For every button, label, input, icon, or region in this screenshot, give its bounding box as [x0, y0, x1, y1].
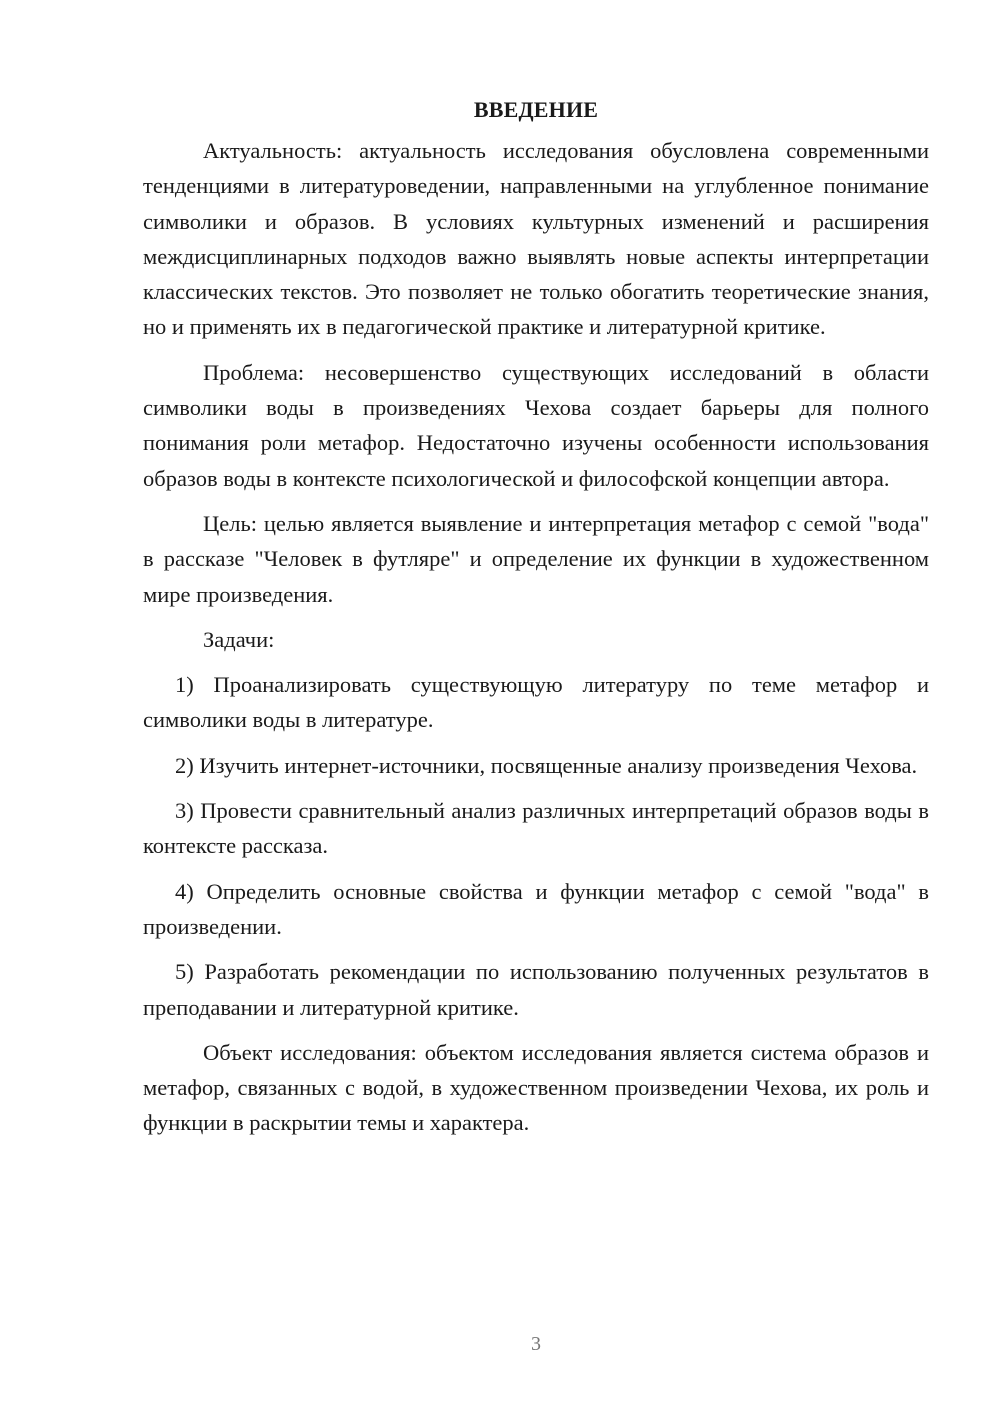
task-item: 5) Разработать рекомендации по использованию полученных результатов в преподавании и литературной критике. — [143, 959, 929, 1020]
section-title: ВВЕДЕНИЕ — [473, 97, 599, 122]
paragraph-problem: Проблема: несовершенство существующих исследований в области символики воды в произведениях Чехова создает барьеры для полного понимания роли метафор. Недостаточно изучены особенности использования образов воды в контексте психологической и философской концепции автора. — [143, 359, 929, 491]
paragraph-object: Объект исследования: объектом исследования является система образов и метафор, связанных с водой, в художественном произведении Чехова, их роль и функции в раскрытии темы и характера. — [143, 1039, 929, 1136]
task-item: 1) Проанализировать существующую литературу по теме метафор и символики воды в литературе. — [143, 672, 929, 733]
task-item: 2) Изучить интернет-источники, посвященные анализу произведения Чехова. — [175, 752, 918, 778]
task-item: 3) Провести сравнительный анализ различных интерпретаций образов воды в контексте рассказа. — [143, 798, 929, 859]
page-number: 3 — [531, 1333, 541, 1355]
tasks-heading: Задачи: — [203, 626, 275, 652]
paragraph-relevance: Актуальность: актуальность исследования обусловлена современными тенденциями в литературоведении, направленными на углубленное понимание символики и образов. В условиях культурных изменений и расширения междисциплинарных подходов важно выявлять новые аспекты интерпретации классических текстов. Это позволяет не только обогатить теоретические знания, но и применять их в педагогической практике и литературной критике. — [143, 138, 929, 340]
paragraph-goal: Цель: целью является выявление и интерпретация метафор с семой "вода" в рассказе "Человек в футляре" и определение их функции в художественном мире произведения. — [143, 510, 929, 607]
page-content — [143, 92, 929, 1151]
task-item: 4) Определить основные свойства и функции метафор с семой "вода" в произведении. — [143, 878, 929, 939]
